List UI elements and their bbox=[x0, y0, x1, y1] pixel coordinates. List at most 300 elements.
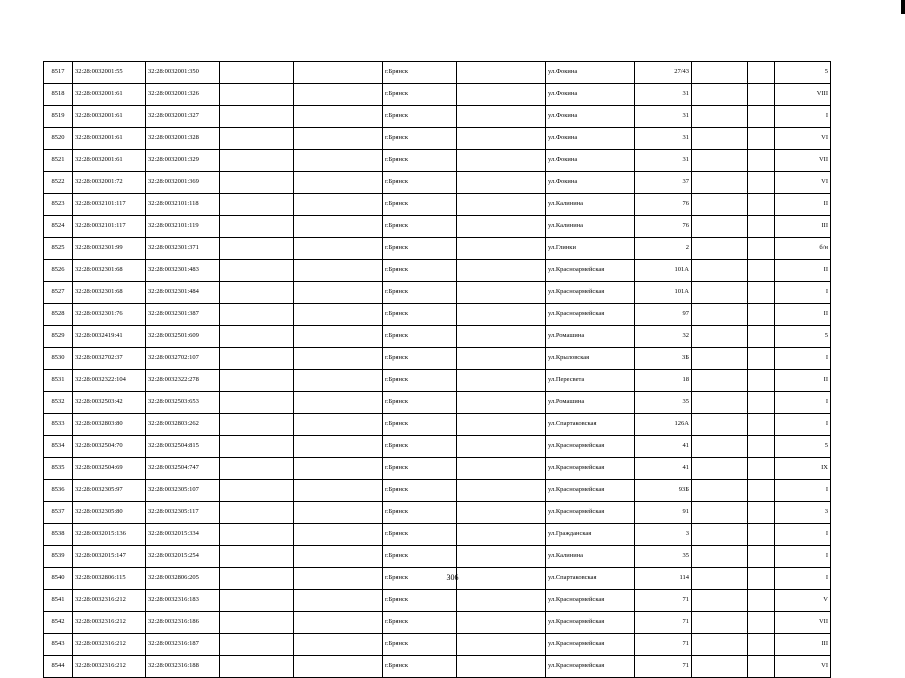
parcel-cadastral-cell: 32:28:0032301:68 bbox=[73, 260, 146, 282]
empty-cell bbox=[294, 656, 383, 678]
empty-cell bbox=[220, 370, 294, 392]
city-cell: г.Брянск bbox=[383, 150, 457, 172]
empty-cell bbox=[294, 106, 383, 128]
table-row bbox=[44, 216, 831, 238]
empty-cell bbox=[220, 414, 294, 436]
empty-cell bbox=[294, 84, 383, 106]
empty-cell bbox=[692, 150, 748, 172]
empty-cell bbox=[457, 436, 546, 458]
empty-cell bbox=[748, 62, 775, 84]
empty-cell bbox=[457, 172, 546, 194]
empty-cell bbox=[457, 612, 546, 634]
premises-number-cell: I bbox=[775, 546, 831, 568]
record-number-cell: 8517 bbox=[44, 62, 73, 84]
premises-number-cell: II bbox=[775, 304, 831, 326]
empty-cell bbox=[457, 392, 546, 414]
record-number-cell: 8544 bbox=[44, 656, 73, 678]
premises-number-cell: I bbox=[775, 568, 831, 590]
house-number-cell: 32 bbox=[635, 326, 692, 348]
city-cell: г.Брянск bbox=[383, 612, 457, 634]
object-cadastral-cell: 32:28:0032001:350 bbox=[146, 62, 220, 84]
city-cell: г.Брянск bbox=[383, 84, 457, 106]
record-number-cell: 8536 bbox=[44, 480, 73, 502]
parcel-cadastral-cell: 32:28:0032316:212 bbox=[73, 590, 146, 612]
empty-cell bbox=[294, 304, 383, 326]
street-cell: ул.Калинина bbox=[546, 546, 635, 568]
empty-cell bbox=[692, 656, 748, 678]
parcel-cadastral-cell: 32:28:0032316:212 bbox=[73, 634, 146, 656]
empty-cell bbox=[692, 634, 748, 656]
table-row bbox=[44, 194, 831, 216]
empty-cell bbox=[748, 282, 775, 304]
empty-cell bbox=[457, 480, 546, 502]
empty-cell bbox=[220, 590, 294, 612]
empty-cell bbox=[294, 348, 383, 370]
empty-cell bbox=[748, 458, 775, 480]
premises-number-cell: б/н bbox=[775, 238, 831, 260]
table-row bbox=[44, 590, 831, 612]
street-cell: ул.Красноармейская bbox=[546, 458, 635, 480]
house-number-cell: 71 bbox=[635, 590, 692, 612]
record-number-cell: 8541 bbox=[44, 590, 73, 612]
premises-number-cell: 3 bbox=[775, 502, 831, 524]
empty-cell bbox=[457, 260, 546, 282]
object-cadastral-cell: 32:28:0032001:369 bbox=[146, 172, 220, 194]
empty-cell bbox=[748, 436, 775, 458]
parcel-cadastral-cell: 32:28:0032419:41 bbox=[73, 326, 146, 348]
table-row bbox=[44, 304, 831, 326]
empty-cell bbox=[748, 172, 775, 194]
object-cadastral-cell: 32:28:0032015:334 bbox=[146, 524, 220, 546]
empty-cell bbox=[220, 238, 294, 260]
empty-cell bbox=[294, 370, 383, 392]
city-cell: г.Брянск bbox=[383, 194, 457, 216]
empty-cell bbox=[457, 370, 546, 392]
empty-cell bbox=[457, 282, 546, 304]
empty-cell bbox=[220, 106, 294, 128]
city-cell: г.Брянск bbox=[383, 480, 457, 502]
city-cell: г.Брянск bbox=[383, 172, 457, 194]
object-cadastral-cell: 32:28:0032301:483 bbox=[146, 260, 220, 282]
street-cell: ул.Пересвета bbox=[546, 370, 635, 392]
parcel-cadastral-cell: 32:28:0032301:76 bbox=[73, 304, 146, 326]
empty-cell bbox=[220, 326, 294, 348]
empty-cell bbox=[748, 106, 775, 128]
empty-cell bbox=[294, 414, 383, 436]
empty-cell bbox=[748, 634, 775, 656]
premises-number-cell: VI bbox=[775, 172, 831, 194]
record-number-cell: 8523 bbox=[44, 194, 73, 216]
record-number-cell: 8538 bbox=[44, 524, 73, 546]
table-row bbox=[44, 458, 831, 480]
record-number-cell: 8530 bbox=[44, 348, 73, 370]
empty-cell bbox=[692, 436, 748, 458]
empty-cell bbox=[748, 304, 775, 326]
empty-cell bbox=[294, 480, 383, 502]
empty-cell bbox=[294, 590, 383, 612]
parcel-cadastral-cell: 32:28:0032001:72 bbox=[73, 172, 146, 194]
empty-cell bbox=[220, 480, 294, 502]
object-cadastral-cell: 32:28:0032001:326 bbox=[146, 84, 220, 106]
empty-cell bbox=[692, 282, 748, 304]
empty-cell bbox=[220, 194, 294, 216]
street-cell: ул.Красноармейская bbox=[546, 502, 635, 524]
house-number-cell: 114 bbox=[635, 568, 692, 590]
empty-cell bbox=[294, 216, 383, 238]
empty-cell bbox=[457, 634, 546, 656]
premises-number-cell: I bbox=[775, 414, 831, 436]
empty-cell bbox=[692, 128, 748, 150]
premises-number-cell: 5 bbox=[775, 436, 831, 458]
city-cell: г.Брянск bbox=[383, 546, 457, 568]
object-cadastral-cell: 32:28:0032301:484 bbox=[146, 282, 220, 304]
empty-cell bbox=[692, 480, 748, 502]
empty-cell bbox=[220, 546, 294, 568]
empty-cell bbox=[748, 480, 775, 502]
street-cell: ул.Красноармейская bbox=[546, 590, 635, 612]
object-cadastral-cell: 32:28:0032803:262 bbox=[146, 414, 220, 436]
table-row bbox=[44, 326, 831, 348]
object-cadastral-cell: 32:28:0032702:107 bbox=[146, 348, 220, 370]
parcel-cadastral-cell: 32:28:0032001:61 bbox=[73, 150, 146, 172]
premises-number-cell: II bbox=[775, 260, 831, 282]
empty-cell bbox=[692, 414, 748, 436]
parcel-cadastral-cell: 32:28:0032316:212 bbox=[73, 612, 146, 634]
table-row bbox=[44, 172, 831, 194]
house-number-cell: 18 bbox=[635, 370, 692, 392]
object-cadastral-cell: 32:28:0032001:327 bbox=[146, 106, 220, 128]
street-cell: ул.Фокина bbox=[546, 84, 635, 106]
table-row bbox=[44, 260, 831, 282]
table-row bbox=[44, 348, 831, 370]
street-cell: ул.Ромашина bbox=[546, 392, 635, 414]
premises-number-cell: I bbox=[775, 524, 831, 546]
record-number-cell: 8521 bbox=[44, 150, 73, 172]
empty-cell bbox=[457, 84, 546, 106]
empty-cell bbox=[220, 524, 294, 546]
table-row bbox=[44, 150, 831, 172]
empty-cell bbox=[457, 216, 546, 238]
street-cell: ул.Фокина bbox=[546, 172, 635, 194]
empty-cell bbox=[294, 392, 383, 414]
record-number-cell: 8526 bbox=[44, 260, 73, 282]
empty-cell bbox=[294, 260, 383, 282]
house-number-cell: 31 bbox=[635, 150, 692, 172]
empty-cell bbox=[457, 62, 546, 84]
empty-cell bbox=[748, 370, 775, 392]
city-cell: г.Брянск bbox=[383, 634, 457, 656]
empty-cell bbox=[457, 458, 546, 480]
parcel-cadastral-cell: 32:28:0032001:61 bbox=[73, 106, 146, 128]
parcel-cadastral-cell: 32:28:0032806:115 bbox=[73, 568, 146, 590]
empty-cell bbox=[748, 524, 775, 546]
object-cadastral-cell: 32:28:0032015:254 bbox=[146, 546, 220, 568]
empty-cell bbox=[457, 656, 546, 678]
house-number-cell: 71 bbox=[635, 656, 692, 678]
empty-cell bbox=[692, 392, 748, 414]
empty-cell bbox=[692, 546, 748, 568]
empty-cell bbox=[220, 128, 294, 150]
table-row bbox=[44, 370, 831, 392]
empty-cell bbox=[294, 194, 383, 216]
house-number-cell: 71 bbox=[635, 612, 692, 634]
parcel-cadastral-cell: 32:28:0032803:80 bbox=[73, 414, 146, 436]
house-number-cell: 97 bbox=[635, 304, 692, 326]
parcel-cadastral-cell: 32:28:0032504:69 bbox=[73, 458, 146, 480]
record-number-cell: 8518 bbox=[44, 84, 73, 106]
house-number-cell: 35 bbox=[635, 546, 692, 568]
premises-number-cell: I bbox=[775, 282, 831, 304]
table-row bbox=[44, 282, 831, 304]
empty-cell bbox=[748, 260, 775, 282]
house-number-cell: 76 bbox=[635, 194, 692, 216]
table-row bbox=[44, 106, 831, 128]
object-cadastral-cell: 32:28:0032806:205 bbox=[146, 568, 220, 590]
premises-number-cell: VI bbox=[775, 656, 831, 678]
street-cell: ул.Крыловская bbox=[546, 348, 635, 370]
premises-number-cell: 5 bbox=[775, 62, 831, 84]
empty-cell bbox=[220, 150, 294, 172]
empty-cell bbox=[294, 150, 383, 172]
premises-number-cell: I bbox=[775, 480, 831, 502]
empty-cell bbox=[692, 458, 748, 480]
city-cell: г.Брянск bbox=[383, 392, 457, 414]
empty-cell bbox=[692, 216, 748, 238]
street-cell: ул.Спартаковская bbox=[546, 414, 635, 436]
record-number-cell: 8535 bbox=[44, 458, 73, 480]
street-cell: ул.Красноармейская bbox=[546, 436, 635, 458]
empty-cell bbox=[294, 524, 383, 546]
street-cell: ул.Фокина bbox=[546, 128, 635, 150]
empty-cell bbox=[220, 436, 294, 458]
house-number-cell: 41 bbox=[635, 436, 692, 458]
empty-cell bbox=[220, 62, 294, 84]
house-number-cell: 101А bbox=[635, 282, 692, 304]
empty-cell bbox=[692, 348, 748, 370]
street-cell: ул.Калинина bbox=[546, 194, 635, 216]
city-cell: г.Брянск bbox=[383, 458, 457, 480]
table-row bbox=[44, 128, 831, 150]
object-cadastral-cell: 32:28:0032322:278 bbox=[146, 370, 220, 392]
empty-cell bbox=[457, 150, 546, 172]
house-number-cell: 3Б bbox=[635, 348, 692, 370]
empty-cell bbox=[748, 326, 775, 348]
parcel-cadastral-cell: 32:28:0032015:136 bbox=[73, 524, 146, 546]
object-cadastral-cell: 32:28:0032504:747 bbox=[146, 458, 220, 480]
premises-number-cell: III bbox=[775, 634, 831, 656]
parcel-cadastral-cell: 32:28:0032316:212 bbox=[73, 656, 146, 678]
empty-cell bbox=[748, 128, 775, 150]
empty-cell bbox=[457, 546, 546, 568]
record-number-cell: 8519 bbox=[44, 106, 73, 128]
premises-number-cell: VIII bbox=[775, 84, 831, 106]
parcel-cadastral-cell: 32:28:0032503:42 bbox=[73, 392, 146, 414]
table-row bbox=[44, 524, 831, 546]
empty-cell bbox=[294, 238, 383, 260]
record-number-cell: 8529 bbox=[44, 326, 73, 348]
object-cadastral-cell: 32:28:0032301:387 bbox=[146, 304, 220, 326]
table-row bbox=[44, 414, 831, 436]
empty-cell bbox=[294, 172, 383, 194]
empty-cell bbox=[692, 238, 748, 260]
empty-cell bbox=[748, 392, 775, 414]
empty-cell bbox=[220, 260, 294, 282]
parcel-cadastral-cell: 32:28:0032001:61 bbox=[73, 128, 146, 150]
empty-cell bbox=[692, 194, 748, 216]
empty-cell bbox=[748, 546, 775, 568]
empty-cell bbox=[692, 106, 748, 128]
empty-cell bbox=[457, 238, 546, 260]
table-row bbox=[44, 392, 831, 414]
record-number-cell: 8525 bbox=[44, 238, 73, 260]
city-cell: г.Брянск bbox=[383, 326, 457, 348]
object-cadastral-cell: 32:28:0032503:653 bbox=[146, 392, 220, 414]
object-cadastral-cell: 32:28:0032101:118 bbox=[146, 194, 220, 216]
empty-cell bbox=[748, 348, 775, 370]
record-number-cell: 8522 bbox=[44, 172, 73, 194]
house-number-cell: 31 bbox=[635, 84, 692, 106]
empty-cell bbox=[692, 304, 748, 326]
street-cell: ул.Ромашина bbox=[546, 326, 635, 348]
object-cadastral-cell: 32:28:0032301:371 bbox=[146, 238, 220, 260]
table-row bbox=[44, 238, 831, 260]
premises-number-cell: II bbox=[775, 194, 831, 216]
parcel-cadastral-cell: 32:28:0032101:117 bbox=[73, 216, 146, 238]
object-cadastral-cell: 32:28:0032001:328 bbox=[146, 128, 220, 150]
city-cell: г.Брянск bbox=[383, 106, 457, 128]
empty-cell bbox=[692, 172, 748, 194]
empty-cell bbox=[220, 612, 294, 634]
parcel-cadastral-cell: 32:28:0032001:61 bbox=[73, 84, 146, 106]
premises-number-cell: II bbox=[775, 370, 831, 392]
city-cell: г.Брянск bbox=[383, 304, 457, 326]
record-number-cell: 8543 bbox=[44, 634, 73, 656]
empty-cell bbox=[294, 612, 383, 634]
parcel-cadastral-cell: 32:28:0032322:104 bbox=[73, 370, 146, 392]
house-number-cell: 2 bbox=[635, 238, 692, 260]
house-number-cell: 126А bbox=[635, 414, 692, 436]
empty-cell bbox=[457, 502, 546, 524]
parcel-cadastral-cell: 32:28:0032001:55 bbox=[73, 62, 146, 84]
empty-cell bbox=[294, 502, 383, 524]
city-cell: г.Брянск bbox=[383, 216, 457, 238]
record-number-cell: 8528 bbox=[44, 304, 73, 326]
table-row bbox=[44, 502, 831, 524]
street-cell: ул.Гражданская bbox=[546, 524, 635, 546]
city-cell: г.Брянск bbox=[383, 348, 457, 370]
empty-cell bbox=[457, 414, 546, 436]
empty-cell bbox=[692, 590, 748, 612]
record-number-cell: 8527 bbox=[44, 282, 73, 304]
house-number-cell: 71 bbox=[635, 634, 692, 656]
premises-number-cell: I bbox=[775, 392, 831, 414]
street-cell: ул.Фокина bbox=[546, 106, 635, 128]
empty-cell bbox=[692, 84, 748, 106]
house-number-cell: 31 bbox=[635, 106, 692, 128]
parcel-cadastral-cell: 32:28:0032702:37 bbox=[73, 348, 146, 370]
parcel-cadastral-cell: 32:28:0032504:70 bbox=[73, 436, 146, 458]
empty-cell bbox=[692, 524, 748, 546]
table-row bbox=[44, 634, 831, 656]
object-cadastral-cell: 32:28:0032504:815 bbox=[146, 436, 220, 458]
table-row bbox=[44, 480, 831, 502]
empty-cell bbox=[294, 436, 383, 458]
table-row bbox=[44, 546, 831, 568]
street-cell: ул.Спартаковская bbox=[546, 568, 635, 590]
empty-cell bbox=[220, 172, 294, 194]
object-cadastral-cell: 32:28:0032501:609 bbox=[146, 326, 220, 348]
empty-cell bbox=[220, 458, 294, 480]
street-cell: ул.Красноармейская bbox=[546, 260, 635, 282]
city-cell: г.Брянск bbox=[383, 128, 457, 150]
city-cell: г.Брянск bbox=[383, 568, 457, 590]
parcel-cadastral-cell: 32:28:0032301:99 bbox=[73, 238, 146, 260]
object-cadastral-cell: 32:28:0032001:329 bbox=[146, 150, 220, 172]
table-row bbox=[44, 436, 831, 458]
table-row bbox=[44, 656, 831, 678]
object-cadastral-cell: 32:28:0032101:119 bbox=[146, 216, 220, 238]
parcel-cadastral-cell: 32:28:0032305:97 bbox=[73, 480, 146, 502]
city-cell: г.Брянск bbox=[383, 238, 457, 260]
parcel-cadastral-cell: 32:28:0032101:117 bbox=[73, 194, 146, 216]
street-cell: ул.Красноармейская bbox=[546, 480, 635, 502]
record-number-cell: 8539 bbox=[44, 546, 73, 568]
city-cell: г.Брянск bbox=[383, 62, 457, 84]
empty-cell bbox=[692, 370, 748, 392]
city-cell: г.Брянск bbox=[383, 282, 457, 304]
house-number-cell: 93Б bbox=[635, 480, 692, 502]
empty-cell bbox=[220, 392, 294, 414]
empty-cell bbox=[748, 216, 775, 238]
house-number-cell: 35 bbox=[635, 392, 692, 414]
street-cell: ул.Красноармейская bbox=[546, 634, 635, 656]
empty-cell bbox=[457, 106, 546, 128]
property-registry-table bbox=[43, 61, 831, 678]
house-number-cell: 37 bbox=[635, 172, 692, 194]
empty-cell bbox=[748, 84, 775, 106]
page-edge-mark bbox=[901, 0, 905, 14]
house-number-cell: 3 bbox=[635, 524, 692, 546]
premises-number-cell: VII bbox=[775, 612, 831, 634]
house-number-cell: 31 bbox=[635, 128, 692, 150]
premises-number-cell: III bbox=[775, 216, 831, 238]
empty-cell bbox=[220, 304, 294, 326]
empty-cell bbox=[748, 502, 775, 524]
object-cadastral-cell: 32:28:0032305:107 bbox=[146, 480, 220, 502]
premises-number-cell: 5 bbox=[775, 326, 831, 348]
object-cadastral-cell: 32:28:0032305:117 bbox=[146, 502, 220, 524]
object-cadastral-cell: 32:28:0032316:188 bbox=[146, 656, 220, 678]
empty-cell bbox=[457, 304, 546, 326]
empty-cell bbox=[692, 326, 748, 348]
street-cell: ул.Калинина bbox=[546, 216, 635, 238]
city-cell: г.Брянск bbox=[383, 260, 457, 282]
empty-cell bbox=[294, 282, 383, 304]
empty-cell bbox=[294, 62, 383, 84]
empty-cell bbox=[457, 194, 546, 216]
empty-cell bbox=[457, 590, 546, 612]
object-cadastral-cell: 32:28:0032316:186 bbox=[146, 612, 220, 634]
record-number-cell: 8524 bbox=[44, 216, 73, 238]
parcel-cadastral-cell: 32:28:0032305:80 bbox=[73, 502, 146, 524]
record-number-cell: 8532 bbox=[44, 392, 73, 414]
city-cell: г.Брянск bbox=[383, 436, 457, 458]
city-cell: г.Брянск bbox=[383, 590, 457, 612]
empty-cell bbox=[294, 326, 383, 348]
city-cell: г.Брянск bbox=[383, 524, 457, 546]
empty-cell bbox=[220, 348, 294, 370]
object-cadastral-cell: 32:28:0032316:183 bbox=[146, 590, 220, 612]
